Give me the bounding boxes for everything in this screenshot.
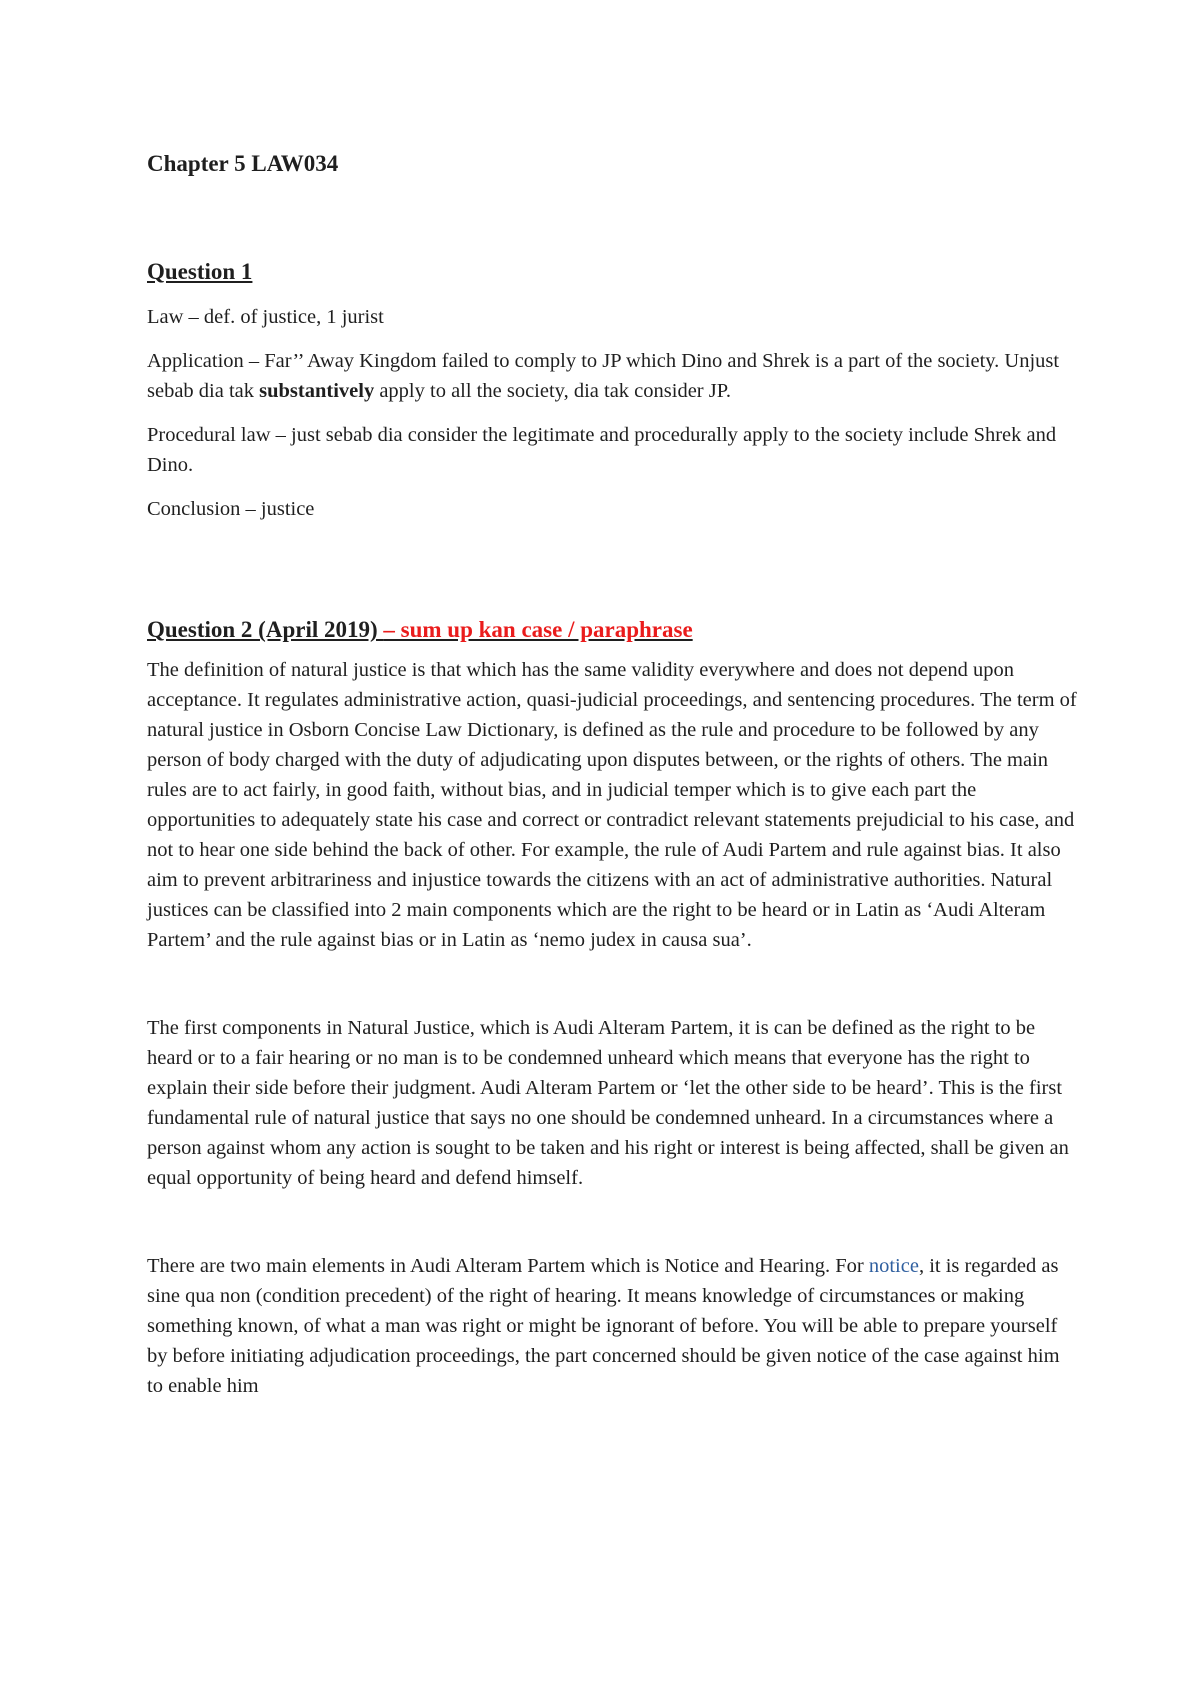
q1-procedural-line: Procedural law – just sebab dia consider the legitimate and procedurally apply to the society include Shrek and Dino. [147,424,1057,477]
q1-application-suffix: apply to all the society, dia tak consider JP. [374,380,731,403]
question-2-heading-note: – sum up kan case / paraphrase [383,617,693,643]
q2-paragraph-definition: The definition of natural justice is that which has the same validity everywhere and does not depend upon acceptance. It regulates administrative action, quasi-judicial proceedings, and sentencing procedures. The term of natural justice in Osborn Concise Law Dictionary, is defined as the rule and procedure to be followed by any person of body charged with the duty of adjudicating upon disputes between, or the rights of others. The main rules are to act fairly, in good faith, without bias, and in judicial temper which is to give each part the opportunities to adequately state his case and correct or contradict relevant statements prejudicial to his case, and not to hear one side behind the back of other. For example, the rule of Audi Partem and rule against bias. It also aim to prevent arbitrariness and injustice towards the citizens with an act of administrative authorities. Natural justices can be classified into 2 main components which are the right to be heard or in Latin as ‘Audi Alteram Partem’ and the rule against bias or in Latin as ‘nemo judex in causa sua’. [147,659,1077,952]
q1-application-line [147,346,1077,406]
question-2-heading [147,616,1077,645]
q1-application-bold: substantively [259,380,375,403]
q1-conclusion-line: Conclusion – justice [147,498,315,521]
q2-paragraph-audi-alteram: The first components in Natural Justice, which is Audi Alteram Partem, it is can be defined as the right to be heard or to a fair hearing or no man is to be condemned unheard which means that everyone has the right to explain their side before their judgment. Audi Alteram Partem or ‘let the other side to be heard’. This is the first fundamental rule of natural justice that says no one should be condemned unheard. In a circumstances where a person against whom any action is sought to be taken and his right or interest is being affected, shall be given an equal opportunity of being heard and defend himself. [147,1017,1069,1190]
document-title: Chapter 5 LAW034 [147,151,339,176]
q1-law-line: Law – def. of justice, 1 jurist [147,306,384,329]
q2-elements-suffix: , it is regarded as sine qua non (condition precedent) of the right of hearing. It means knowledge of circumstances or making something known, of what a man was right or might be ignorant of before. You will be able to prepare yourself by before initiating adjudication proceedings, the part concerned should be given notice of the case against him to enable him [147,1255,1060,1398]
q2-elements-prefix: There are two main elements in Audi Alteram Partem which is Notice and Hearing. For [147,1255,869,1278]
question-1-section [147,258,1077,525]
question-1-heading: Question 1 [147,258,253,284]
notice-link[interactable]: notice [868,1255,919,1278]
document-content [147,150,1077,1401]
q1-application-prefix: Application – Far’’ Away Kingdom failed to comply to JP which Dino and Shrek is a part of the society. Unjust sebab dia tak [147,350,1060,403]
question-2-heading-main: Question 2 (April 2019) [147,617,384,643]
question-2-section [147,616,1077,1401]
q2-paragraph-elements [147,1251,1077,1401]
